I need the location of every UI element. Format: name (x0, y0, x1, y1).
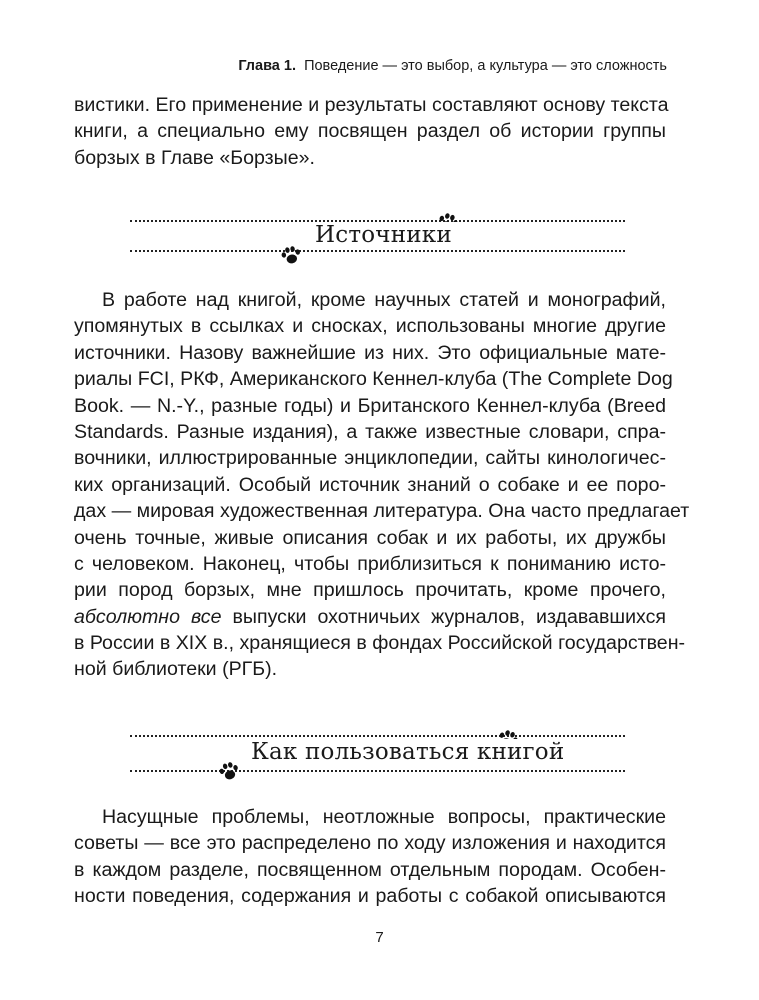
dotted-rule (130, 250, 625, 252)
text-line: источники. Назову важнейшие из них. Это официальные мате- (74, 341, 666, 364)
paw-icon (216, 758, 243, 785)
section-title: Источники (309, 222, 458, 248)
section-heading-sources (0, 210, 759, 270)
chapter-label: Глава 1. (238, 58, 296, 74)
chapter-title: Поведение — это выбор, а культура — это сложность (304, 58, 667, 74)
text-line: рии пород борзых, мне пришлось прочитать, кроме прочего, (74, 579, 666, 602)
text-line: Насущные проблемы, неотложные вопросы, практические (102, 806, 666, 828)
text-line: риалы FCI, РКФ, Американского Кеннел-клуба (The Complete Dog (74, 368, 673, 391)
text-line: ких организаций. Особый источник знаний о собаке и ее поро- (74, 473, 666, 496)
text-line: с человеком. Наконец, чтобы приблизиться к пониманию исто- (74, 552, 666, 575)
section-heading-how-to-use (0, 725, 759, 785)
text-line: вистики. Его применение и результаты составляют основу текста (74, 94, 669, 116)
text-line: Standards. Разные издания), а также известные словари, спра- (74, 420, 666, 443)
text-line: ной библиотеки (РГБ). (74, 658, 278, 681)
text-line: Book. — N.-Y., разные годы) и Британского Кеннел-клуба (Breed (74, 394, 666, 417)
how-to-use-paragraph (74, 804, 666, 910)
text-line: вочники, иллюстрированные энциклопедии, сайты кинологичес- (74, 447, 666, 470)
text-line-with-emphasis: абсолютно все выпуски охотничьих журналов, издававшихся (74, 605, 666, 628)
text-line: в каждом разделе, посвященном отдельным породам. Особен- (74, 858, 666, 881)
running-header (238, 58, 667, 74)
text-line: В работе над книгой, кроме научных статей и монографий, (102, 289, 666, 311)
text-line: очень точные, живые описания собак и их работы, их дружбы (74, 526, 666, 549)
text-line: книги, а специально ему посвящен раздел об истории группы (74, 120, 666, 143)
section-title: Как пользоваться книгой (245, 739, 570, 765)
dotted-rule (130, 735, 625, 737)
intro-paragraph (74, 92, 669, 171)
text-line: в России в XIX в., хранящиеся в фондах Российской государствен- (74, 632, 686, 655)
page-number: 7 (375, 929, 384, 946)
text-line: ности поведения, содержания и работы с собакой описываются (74, 885, 666, 908)
text-line: борзых в Главе «Борзые». (74, 146, 315, 169)
sources-paragraph (74, 287, 690, 683)
dotted-rule (130, 770, 625, 772)
text-line: дах — мировая художественная литература. Она часто предлагает (74, 500, 690, 523)
paw-icon (278, 242, 304, 268)
emphasis-text: абсолютно все (74, 605, 222, 628)
text-line: упомянутых в ссылках и сносках, использованы многие другие (74, 315, 666, 338)
text-line: советы — все это распределено по ходу изложения и находится (74, 832, 666, 855)
